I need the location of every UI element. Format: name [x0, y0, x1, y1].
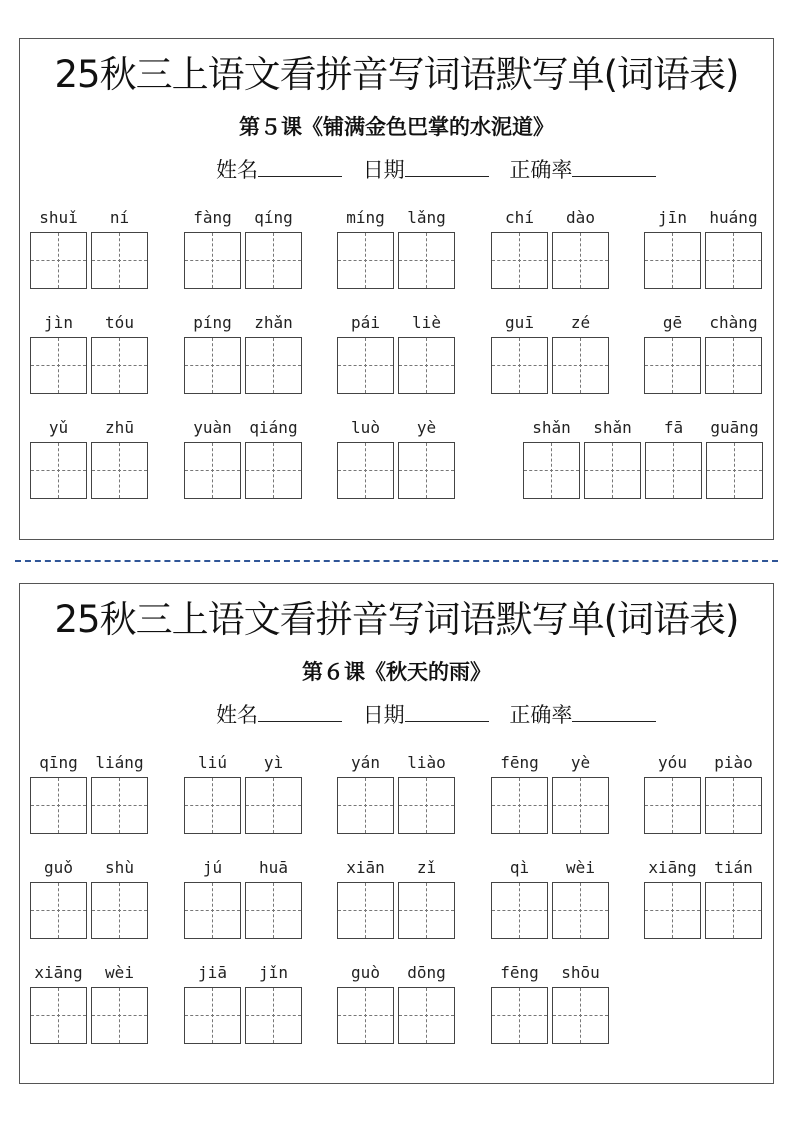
- writing-box[interactable]: [705, 777, 762, 834]
- pinyin-syllable: pái: [351, 313, 380, 332]
- word-item: [30, 962, 152, 1060]
- pinyin-syllable: píng: [193, 313, 232, 332]
- writing-box[interactable]: [245, 882, 302, 939]
- pinyin-syllable: chí: [505, 208, 534, 227]
- writing-box[interactable]: [91, 232, 148, 289]
- word-item: [644, 752, 766, 850]
- pinyin-syllable: qì: [509, 858, 530, 877]
- writing-box[interactable]: [644, 882, 701, 939]
- writing-box[interactable]: [491, 882, 548, 939]
- word-item: [523, 417, 767, 515]
- writing-box[interactable]: [184, 337, 241, 394]
- info-line: [216, 699, 670, 731]
- writing-box[interactable]: [30, 987, 87, 1044]
- writing-box[interactable]: [245, 777, 302, 834]
- writing-box[interactable]: [91, 882, 148, 939]
- pinyin-syllable: jǐn: [259, 963, 288, 982]
- accuracy-label: 正确率: [509, 703, 573, 727]
- name-blank[interactable]: [258, 154, 342, 177]
- word-item: [184, 752, 306, 850]
- writing-box[interactable]: [337, 442, 394, 499]
- pinyin-syllable: wèi: [105, 963, 134, 982]
- word-item: [491, 962, 613, 1060]
- writing-box[interactable]: [184, 987, 241, 1044]
- info-line: [216, 154, 670, 186]
- word-item: [30, 417, 152, 515]
- writing-box[interactable]: [184, 777, 241, 834]
- pinyin-syllable: qiáng: [249, 418, 298, 437]
- writing-box[interactable]: [337, 882, 394, 939]
- word-item: [184, 962, 306, 1060]
- word-item: [337, 207, 459, 305]
- worksheet-title: 25秋三上语文看拼音写词语默写单(词语表): [54, 598, 739, 641]
- writing-box[interactable]: [398, 777, 455, 834]
- writing-box[interactable]: [30, 337, 87, 394]
- word-item: [337, 752, 459, 850]
- word-item: [184, 857, 306, 955]
- writing-box[interactable]: [398, 337, 455, 394]
- word-item: [337, 417, 459, 515]
- pinyin-syllable: jīn: [658, 208, 687, 227]
- name-label: 姓名: [216, 158, 258, 182]
- writing-box[interactable]: [337, 337, 394, 394]
- writing-box[interactable]: [491, 337, 548, 394]
- writing-box[interactable]: [184, 882, 241, 939]
- writing-box[interactable]: [91, 442, 148, 499]
- word-item: [184, 417, 306, 515]
- pinyin-syllable: zhǎn: [254, 313, 293, 332]
- lesson-title: 第６课《秋天的雨》: [302, 659, 491, 684]
- writing-box[interactable]: [644, 777, 701, 834]
- word-item: [491, 857, 613, 955]
- pinyin-syllable: liè: [412, 313, 441, 332]
- pinyin-syllable: yè: [570, 753, 591, 772]
- word-item: [30, 857, 152, 955]
- writing-box[interactable]: [552, 777, 609, 834]
- pinyin-syllable: míng: [346, 208, 385, 227]
- writing-box[interactable]: [644, 232, 701, 289]
- pinyin-syllable: yì: [263, 753, 284, 772]
- pinyin-syllable: fàng: [193, 208, 232, 227]
- writing-box[interactable]: [491, 987, 548, 1044]
- worksheet-1: [19, 38, 774, 540]
- writing-box[interactable]: [184, 442, 241, 499]
- word-item: [337, 312, 459, 410]
- writing-box[interactable]: [184, 232, 241, 289]
- pinyin-syllable: wèi: [566, 858, 595, 877]
- pinyin-syllable: huáng: [709, 208, 758, 227]
- pinyin-syllable: lǎng: [407, 208, 446, 227]
- date-blank[interactable]: [405, 699, 489, 722]
- writing-box[interactable]: [491, 777, 548, 834]
- pinyin-syllable: liào: [407, 753, 446, 772]
- writing-box[interactable]: [552, 232, 609, 289]
- name-blank[interactable]: [258, 699, 342, 722]
- writing-box[interactable]: [644, 337, 701, 394]
- worksheet-2: [19, 583, 774, 1084]
- pinyin-syllable: gē: [662, 313, 683, 332]
- date-label: 日期: [362, 158, 405, 182]
- pinyin-syllable: qíng: [254, 208, 293, 227]
- pinyin-syllable: yán: [351, 753, 380, 772]
- word-item: [491, 312, 613, 410]
- writing-box[interactable]: [245, 337, 302, 394]
- pinyin-syllable: guī: [505, 313, 534, 332]
- writing-box[interactable]: [337, 777, 394, 834]
- word-item: [337, 962, 459, 1060]
- word-item: [184, 312, 306, 410]
- word-item: [184, 207, 306, 305]
- lesson-title: 第５课《铺满金色巴掌的水泥道》: [239, 114, 554, 139]
- writing-box[interactable]: [30, 882, 87, 939]
- writing-box[interactable]: [245, 987, 302, 1044]
- writing-box[interactable]: [584, 442, 641, 499]
- writing-box[interactable]: [398, 987, 455, 1044]
- word-item: [644, 857, 766, 955]
- pinyin-syllable: shuǐ: [39, 208, 78, 227]
- writing-box[interactable]: [552, 337, 609, 394]
- writing-box[interactable]: [30, 232, 87, 289]
- pinyin-syllable: tián: [714, 858, 753, 877]
- pinyin-syllable: shù: [105, 858, 134, 877]
- writing-box[interactable]: [552, 882, 609, 939]
- word-item: [644, 207, 766, 305]
- writing-box[interactable]: [706, 442, 763, 499]
- word-item: [644, 312, 766, 410]
- writing-box[interactable]: [523, 442, 580, 499]
- accuracy-blank[interactable]: [572, 699, 656, 722]
- pinyin-syllable: zé: [570, 313, 591, 332]
- writing-box[interactable]: [705, 232, 762, 289]
- pinyin-syllable: guò: [351, 963, 380, 982]
- pinyin-syllable: tóu: [105, 313, 134, 332]
- pinyin-syllable: yuàn: [193, 418, 232, 437]
- pinyin-syllable: piào: [714, 753, 753, 772]
- pinyin-syllable: guāng: [710, 418, 759, 437]
- writing-box[interactable]: [91, 777, 148, 834]
- word-item: [30, 312, 152, 410]
- pinyin-syllable: xiāng: [34, 963, 83, 982]
- writing-box[interactable]: [398, 882, 455, 939]
- pinyin-syllable: yóu: [658, 753, 687, 772]
- pinyin-syllable: zǐ: [416, 858, 437, 877]
- writing-box[interactable]: [30, 442, 87, 499]
- pinyin-syllable: shōu: [561, 963, 600, 982]
- pinyin-syllable: jú: [202, 858, 223, 877]
- writing-box[interactable]: [491, 232, 548, 289]
- writing-box[interactable]: [91, 987, 148, 1044]
- writing-box[interactable]: [337, 987, 394, 1044]
- writing-box[interactable]: [705, 882, 762, 939]
- date-blank[interactable]: [405, 154, 489, 177]
- pinyin-syllable: jìn: [44, 313, 73, 332]
- writing-box[interactable]: [398, 442, 455, 499]
- date-label: 日期: [362, 703, 405, 727]
- pinyin-syllable: chàng: [709, 313, 758, 332]
- pinyin-syllable: qīng: [39, 753, 78, 772]
- pinyin-syllable: jiā: [198, 963, 227, 982]
- pinyin-syllable: zhū: [105, 418, 134, 437]
- pinyin-syllable: dào: [566, 208, 595, 227]
- writing-box[interactable]: [337, 232, 394, 289]
- pinyin-syllable: shǎn: [532, 418, 571, 437]
- worksheet-title: 25秋三上语文看拼音写词语默写单(词语表): [54, 53, 739, 96]
- name-label: 姓名: [216, 703, 258, 727]
- word-item: [491, 752, 613, 850]
- pinyin-syllable: liáng: [95, 753, 144, 772]
- word-item: [491, 207, 613, 305]
- pinyin-syllable: huā: [259, 858, 288, 877]
- writing-box[interactable]: [245, 232, 302, 289]
- pinyin-syllable: ní: [109, 208, 130, 227]
- writing-box[interactable]: [245, 442, 302, 499]
- pinyin-syllable: shǎn: [593, 418, 632, 437]
- pinyin-syllable: fēng: [500, 753, 539, 772]
- pinyin-syllable: xiāng: [648, 858, 697, 877]
- accuracy-blank[interactable]: [572, 154, 656, 177]
- cut-line: [15, 560, 778, 562]
- pinyin-syllable: yè: [416, 418, 437, 437]
- pinyin-syllable: fā: [663, 418, 684, 437]
- pinyin-syllable: guǒ: [44, 858, 73, 877]
- writing-box[interactable]: [30, 777, 87, 834]
- accuracy-label: 正确率: [509, 158, 573, 182]
- pinyin-syllable: luò: [351, 418, 380, 437]
- writing-box[interactable]: [705, 337, 762, 394]
- pinyin-syllable: fēng: [500, 963, 539, 982]
- writing-box[interactable]: [552, 987, 609, 1044]
- writing-box[interactable]: [91, 337, 148, 394]
- word-item: [337, 857, 459, 955]
- word-item: [30, 752, 152, 850]
- pinyin-syllable: liú: [198, 753, 227, 772]
- word-item: [30, 207, 152, 305]
- pinyin-syllable: yǔ: [48, 418, 69, 437]
- pinyin-syllable: xiān: [346, 858, 385, 877]
- writing-box[interactable]: [645, 442, 702, 499]
- pinyin-syllable: dōng: [407, 963, 446, 982]
- writing-box[interactable]: [398, 232, 455, 289]
